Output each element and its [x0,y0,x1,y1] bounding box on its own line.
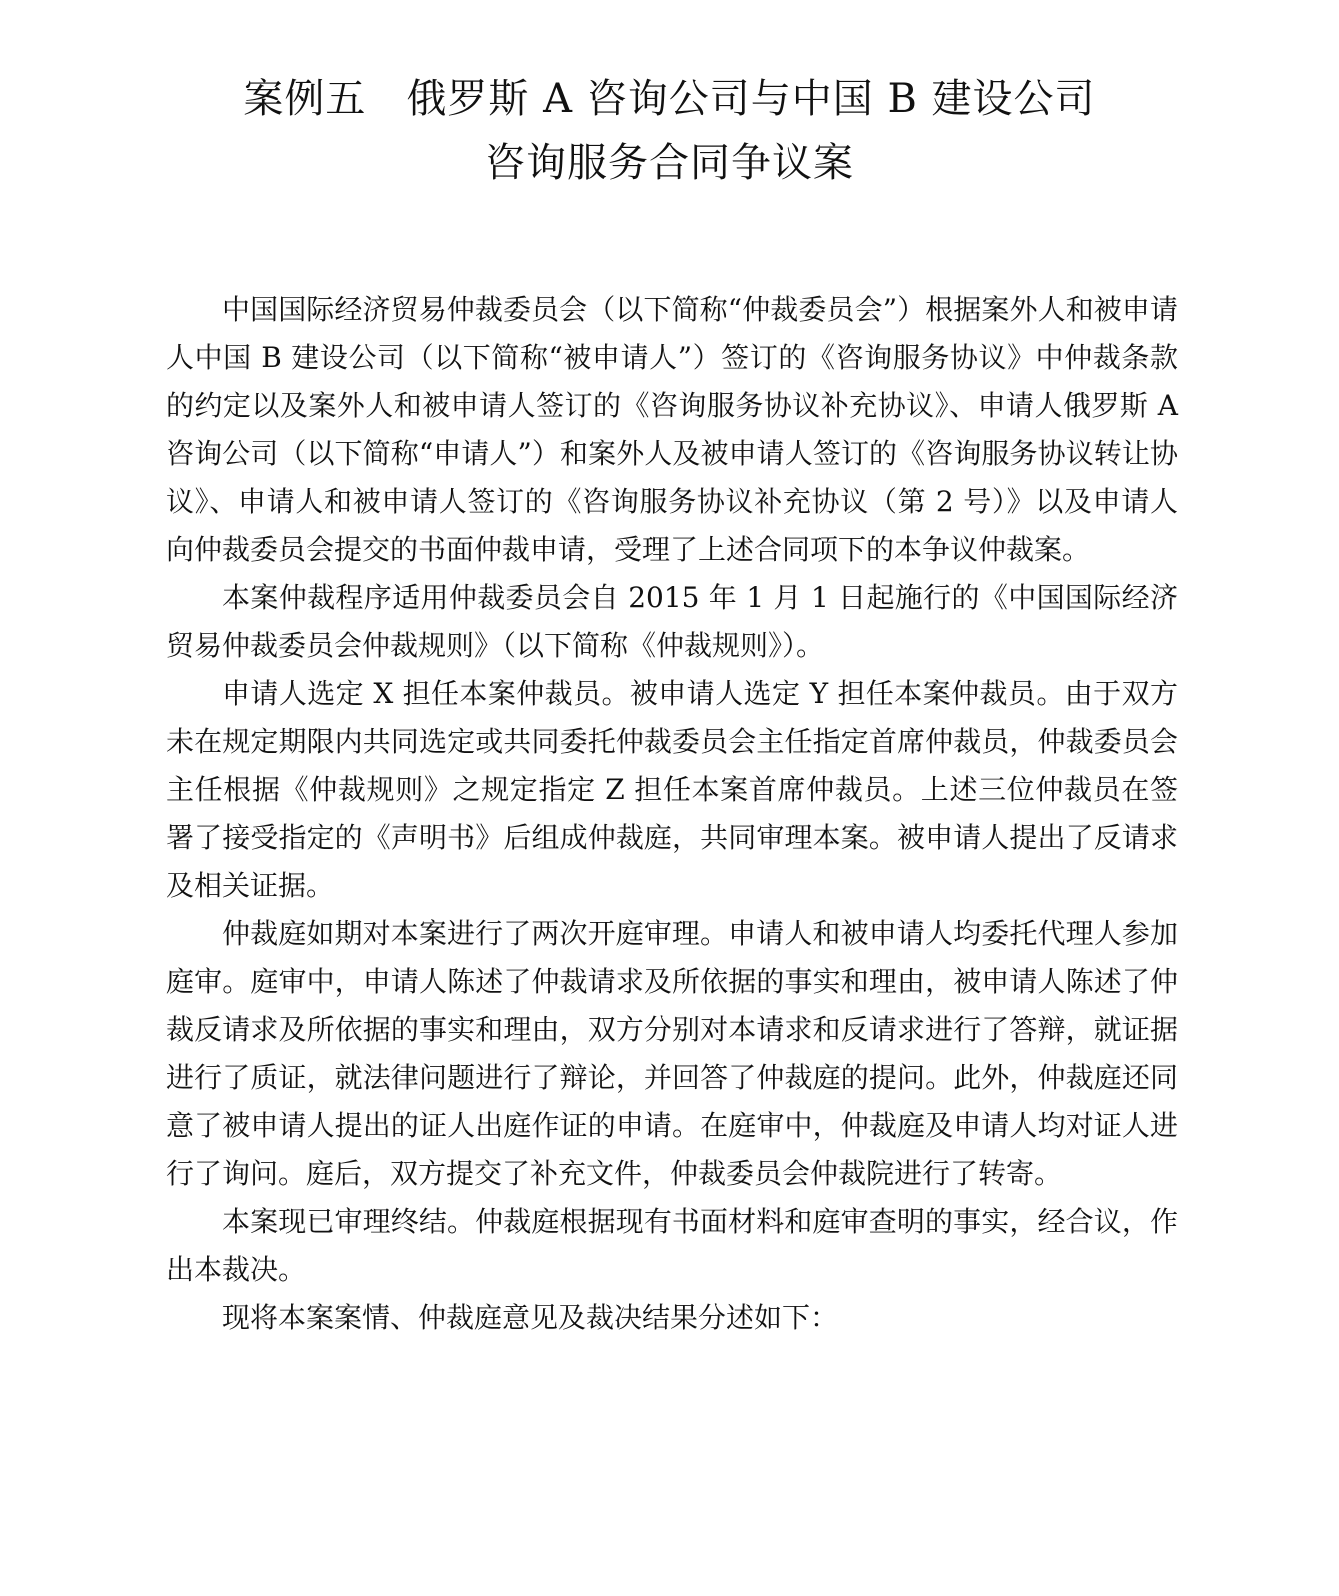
paragraph-tribunal: 申请人选定 X 担任本案仲裁员。被申请人选定 Y 担任本案仲裁员。由于双方未在规定期限内共同选定或共同委托仲裁委员会主任指定首席仲裁员，仲裁委员会主任根据《仲裁规则》之规定指定 Z 担任本案首席仲裁员。上述三位仲裁员在签署了接受指定的《声明书》后组成仲裁庭，共同审理本案。被申请人提出了反请求及相关证据。 [166,677,1178,902]
paragraph-outline: 现将本案案情、仲裁庭意见及裁决结果分述如下： [222,1301,839,1334]
case-parties: 俄罗斯 A 咨询公司与中国 B 建设公司 [406,76,1096,122]
case-number: 案例五 [243,76,367,122]
paragraph-hearings: 仲裁庭如期对本案进行了两次开庭审理。申请人和被申请人均委托代理人参加庭审。庭审中，申请人陈述了仲裁请求及所依据的事实和理由，被申请人陈述了仲裁反请求及所依据的事实和理由，双方分别对本请求和反请求进行了答辩，就证据进行了质证，就法律问题进行了辩论，并回答了仲裁庭的提问。此外，仲裁庭还同意了被申请人提出的证人出庭作证的申请。在庭审中，仲裁庭及申请人均对证人进行了询问。庭后，双方提交了补充文件，仲裁委员会仲裁院进行了转寄。 [166,917,1178,1190]
case-title-line-2: 咨询服务合同争议案 [485,140,854,186]
paragraph-rules: 本案仲裁程序适用仲裁委员会自 2015 年 1 月 1 日起施行的《中国国际经济贸易仲裁委员会仲裁规则》（以下简称《仲裁规则》）。 [166,581,1178,662]
paragraph-conclusion: 本案现已审理终结。仲裁庭根据现有书面材料和庭审查明的事实，经合议，作出本裁决。 [166,1205,1178,1286]
paragraph-intro: 中国国际经济贸易仲裁委员会（以下简称“仲裁委员会”）根据案外人和被申请人中国 B 建设公司（以下简称“被申请人”）签订的《咨询服务协议》中仲裁条款的约定以及案外人和被申请人签订的《咨询服务协议补充协议》、申请人俄罗斯 A 咨询公司（以下简称“申请人”）和案外人及被申请人签订的《咨询服务协议转让协议》、申请人和被申请人签订的《咨询服务协议补充协议（第 2 号）》以及申请人向仲裁委员会提交的书面仲裁申请，受理了上述合同项下的本争议仲裁案。 [166,293,1178,566]
case-title-line-1 [0,74,1339,124]
document-body [166,286,1178,1342]
